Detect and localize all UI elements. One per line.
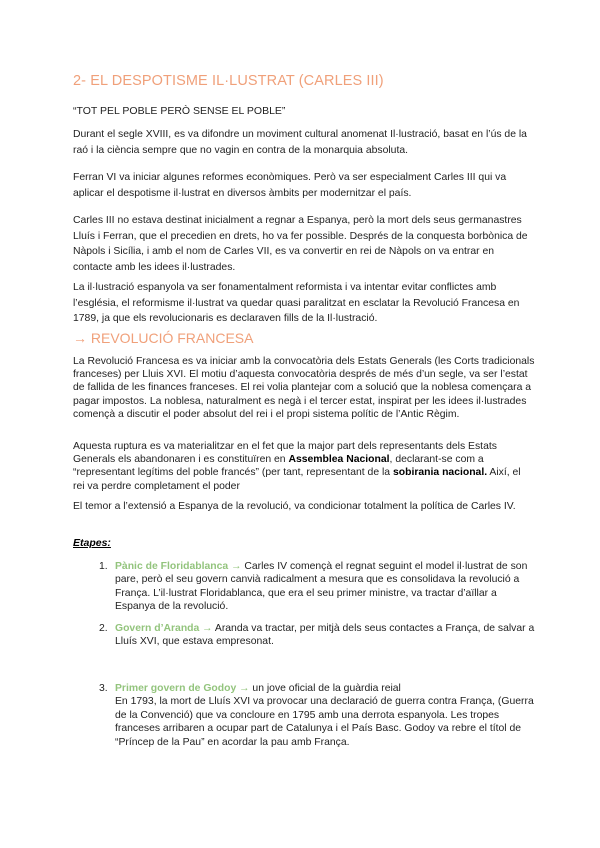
section-quote: “TOT PEL POBLE PERÒ SENSE EL POBLE” bbox=[73, 105, 286, 117]
ruptura-text-3: Així, el rei va perdre completament el poder bbox=[73, 467, 521, 492]
list-item bbox=[99, 560, 537, 614]
list-number: 2. bbox=[99, 623, 108, 634]
step-text: un jove oficial de la guàrdia reial bbox=[249, 683, 401, 694]
assemblea-nacional-bold: Assemblea Nacional bbox=[288, 454, 390, 466]
step-text: Aranda va tractar, per mitjà dels seus contactes a França, de salvar a Lluís XVI, que estava empresonat. bbox=[115, 623, 535, 648]
ruptura-text-1: Aquesta ruptura es va materialitzar en el fet que la major part dels representants dels Estats Generals els abandonaren i es constituïren en bbox=[73, 441, 497, 466]
list-item bbox=[99, 622, 537, 649]
paragraph-ruptura bbox=[73, 440, 535, 493]
paragraph-illustracio-espanyola: La il·lustració espanyola va ser fonamentalment reformista i va intentar evitar conflictes amb l’església, el reformisme il·lustrat va quedar quasi paralitzat en esclatar la Revolució Francesa en 1789, ja que els revolucionaris es declaraven fills de la Il·lustració. bbox=[73, 282, 520, 324]
section-heading-revolucio: → REVOLUCIÓ FRANCESA bbox=[73, 330, 254, 346]
etapes-heading: Etapes: bbox=[73, 537, 111, 549]
step-title: Pànic de Floridablanca → bbox=[115, 561, 242, 572]
sobirania-nacional-bold: sobirania nacional. bbox=[392, 467, 488, 479]
list-number: 3. bbox=[99, 683, 108, 694]
step-title: Primer govern de Godoy → bbox=[115, 683, 250, 694]
paragraph-ferran-vi: Ferran VI va iniciar algunes reformes econòmiques. Però va ser especialment Carles III qui va aplicar el despotisme il·lustrat en diversos àmbits per modernitzar el país. bbox=[73, 172, 507, 199]
step-title: Govern d’Aranda → bbox=[115, 623, 213, 634]
step-text: Carles IV començà el regnat seguint el model il·lustrat de son pare, però el seu govern canvià radicalment a mesura que es consolidava la revolució a França. L’il·lustrat Floridablanca, que era el seu primer ministre, va tractar d’aïllar a Espanya de la revolució. bbox=[115, 561, 528, 613]
section-heading-despotisme: 2- EL DESPOTISME IL·LUSTRAT (CARLES III) bbox=[73, 73, 384, 89]
list-number: 1. bbox=[99, 561, 108, 572]
paragraph-illustracio: Durant el segle XVIII, es va difondre un moviment cultural anomenat Il·lustració, basat en l’ús de la raó i la ciència sempre que no vagin en contra de la monarquia absoluta. bbox=[73, 129, 527, 156]
paragraph-carles-iii: Carles III no estava destinat inicialment a regnar a Espanya, però la mort dels seus germanastres Lluís i Ferran, que el precedien en drets, ho va fer possible. Després de la conquesta borbònica de Nàpols i Sicília, i amb el nom de Carles VII, es va convertir en rei de Nàpols on va entrar en contacte amb les idees il·lustrades. bbox=[73, 215, 528, 273]
paragraph-revolucio: La Revolució Francesa es va iniciar amb la convocatòria dels Estats Generals (les Corts tradicionals franceses) per Lluis XVI. El motiu d’aquesta convocatòria després de més d’un segle, va ser l’estat de fallida de les finances franceses. El rei volia plantejar com a solució que la noblesa començara a pagar impostos. La noblesa, naturalment es negà i el tercer estat, inspirat per les idees il·lustrades començà a discutir el poder absolut del rei i el propi sistema polític de l’Antic Règim. bbox=[73, 356, 535, 420]
ruptura-text-2: , declarant-se com a “representant legítims del poble francés” (per tant, representant de la bbox=[73, 454, 484, 479]
step-text-continued: En 1793, la mort de Lluís XVI va provocar una declaració de guerra contra França, (Guerra de la Convenció) que va concloure en 1795 amb una derrota espanyola. Les tropes franceses arribaren a ocupar part de Catalunya i el País Basc. Godoy va rebre el títol de “Príncep de la Pau” en acordar la pau amb França. bbox=[115, 696, 534, 748]
paragraph-temor: El temor a l’extensió a Espanya de la revolució, va condicionar totalment la política de Carles IV. bbox=[73, 501, 516, 512]
list-item bbox=[99, 682, 537, 749]
